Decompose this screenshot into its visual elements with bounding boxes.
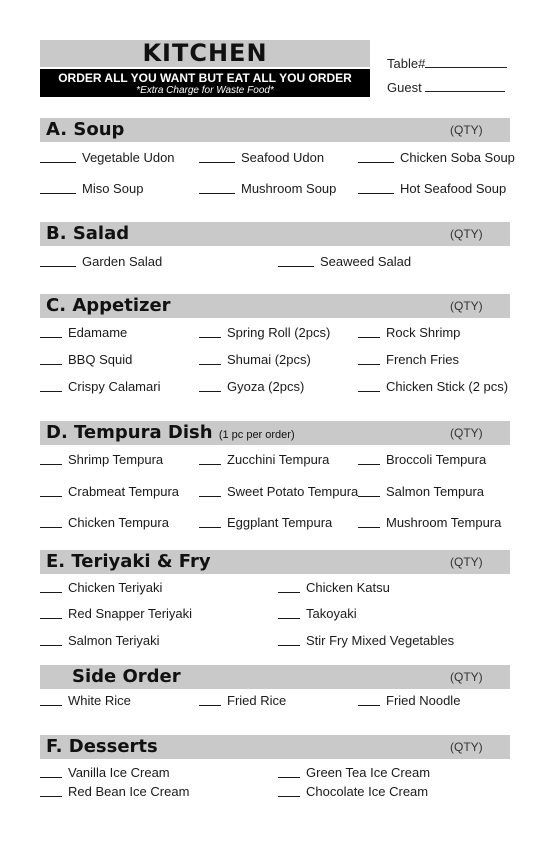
section-desserts-bar	[40, 735, 510, 759]
item-label: Mushroom Soup	[241, 181, 337, 196]
qty-blank[interactable]	[40, 633, 62, 646]
list-item[interactable]	[278, 606, 357, 622]
item-label: Miso Soup	[82, 181, 144, 196]
item-label: Chicken Tempura	[68, 515, 169, 530]
list-item[interactable]	[199, 325, 330, 341]
qty-blank[interactable]	[40, 181, 76, 194]
section-appetizer-title: C. Appetizer	[46, 295, 171, 316]
list-item[interactable]	[40, 606, 192, 622]
list-item[interactable]	[40, 325, 127, 341]
item-label: Shrimp Tempura	[68, 452, 164, 467]
qty-blank[interactable]	[278, 606, 300, 619]
qty-blank[interactable]	[358, 150, 394, 163]
list-item[interactable]	[199, 693, 286, 709]
qty-blank[interactable]	[199, 484, 221, 497]
item-label: Edamame	[68, 325, 128, 340]
item-label: Sweet Potato Tempura	[227, 484, 359, 499]
item-label: Chocolate Ice Cream	[306, 784, 429, 799]
list-item[interactable]	[358, 484, 484, 500]
list-item[interactable]	[358, 181, 506, 197]
list-item[interactable]	[40, 181, 143, 197]
section-soup-title: A. Soup	[46, 119, 125, 140]
item-label: Chicken Teriyaki	[68, 580, 163, 595]
section-tempura-qty: (QTY)	[450, 426, 483, 440]
qty-blank[interactable]	[199, 181, 235, 194]
qty-blank[interactable]	[199, 515, 221, 528]
item-label: Green Tea Ice Cream	[306, 765, 431, 780]
section-salad-bar	[40, 222, 510, 246]
item-label: Salmon Teriyaki	[68, 633, 160, 648]
section-appetizer-qty: (QTY)	[450, 299, 483, 313]
item-label: Garden Salad	[82, 254, 163, 269]
section-side-title: Side Order	[72, 666, 181, 687]
section-tempura-name: D. Tempura Dish	[46, 422, 213, 443]
section-teriyaki-bar	[40, 550, 510, 574]
item-label: Chicken Soba Soup	[400, 150, 515, 165]
item-label: Stir Fry Mixed Vegetables	[306, 633, 455, 648]
item-label: Spring Roll (2pcs)	[227, 325, 331, 340]
list-item[interactable]	[40, 352, 132, 368]
section-side-bar	[40, 665, 510, 689]
item-label: Zucchini Tempura	[227, 452, 330, 467]
section-teriyaki-title: E. Teriyaki & Fry	[46, 551, 211, 572]
qty-blank[interactable]	[40, 580, 62, 593]
order-rule	[40, 69, 370, 85]
list-item[interactable]	[358, 693, 460, 709]
item-label: Eggplant Tempura	[227, 515, 333, 530]
list-item[interactable]	[358, 379, 508, 395]
qty-blank[interactable]	[40, 693, 62, 706]
list-item[interactable]	[199, 515, 332, 531]
item-label: French Fries	[386, 352, 459, 367]
item-label: Seaweed Salad	[320, 254, 412, 269]
list-item[interactable]	[199, 452, 329, 468]
list-item[interactable]	[40, 693, 131, 709]
list-item[interactable]	[199, 181, 336, 197]
list-item[interactable]	[358, 515, 501, 531]
table-field[interactable]	[387, 55, 507, 71]
kitchen-title: KITCHEN	[40, 40, 370, 67]
list-item[interactable]	[278, 254, 411, 270]
order-rule-pre: ORDER ALL YOU WANT BUT	[58, 71, 227, 85]
item-label: Mushroom Tempura	[386, 515, 502, 530]
list-item[interactable]	[40, 379, 160, 395]
section-appetizer-bar	[40, 294, 510, 318]
list-item[interactable]	[199, 484, 358, 500]
item-label: Rock Shrimp	[386, 325, 461, 340]
qty-blank[interactable]	[40, 606, 62, 619]
list-item[interactable]	[40, 484, 179, 500]
list-item[interactable]	[358, 452, 486, 468]
qty-blank[interactable]	[278, 254, 314, 267]
guest-line[interactable]	[425, 79, 505, 92]
list-item[interactable]	[40, 150, 175, 166]
list-item[interactable]	[40, 515, 169, 531]
item-label: Broccoli Tempura	[386, 452, 487, 467]
list-item[interactable]	[40, 765, 170, 781]
qty-blank[interactable]	[199, 379, 221, 392]
qty-blank[interactable]	[278, 765, 300, 778]
item-label: Chicken Stick (2 pcs)	[386, 379, 509, 394]
qty-blank[interactable]	[358, 181, 394, 194]
qty-blank[interactable]	[199, 325, 221, 338]
item-label: Gyoza (2pcs)	[227, 379, 305, 394]
item-label: Takoyaki	[306, 606, 357, 621]
section-tempura-note: (1 pc per order)	[218, 429, 295, 441]
qty-blank[interactable]	[199, 150, 235, 163]
qty-blank[interactable]	[40, 452, 62, 465]
qty-blank[interactable]	[40, 325, 62, 338]
item-label: Hot Seafood Soup	[400, 181, 507, 196]
item-label: Red Snapper Teriyaki	[68, 606, 193, 621]
item-label: Salmon Tempura	[386, 484, 485, 499]
order-rule-bold: EAT ALL	[226, 71, 276, 85]
list-item[interactable]	[199, 150, 324, 166]
qty-blank[interactable]	[199, 452, 221, 465]
item-label: Crispy Calamari	[68, 379, 161, 394]
qty-blank[interactable]	[358, 379, 380, 392]
list-item[interactable]	[358, 150, 515, 166]
table-label: Table#	[387, 56, 426, 71]
list-item[interactable]	[40, 452, 163, 468]
extra-charge-note: *Extra Charge for Waste Food*	[136, 85, 274, 96]
item-label: Fried Noodle	[386, 693, 461, 708]
section-desserts-title: F. Desserts	[46, 736, 158, 757]
list-item[interactable]	[40, 633, 160, 649]
qty-blank[interactable]	[40, 515, 62, 528]
item-label: Seafood Udon	[241, 150, 325, 165]
list-item[interactable]	[40, 784, 189, 800]
section-salad-title: B. Salad	[46, 223, 130, 244]
item-label: Crabmeat Tempura	[68, 484, 180, 499]
qty-blank[interactable]	[358, 515, 380, 528]
guest-label: Guest	[387, 80, 422, 95]
guest-field[interactable]	[387, 79, 505, 95]
item-label: White Rice	[68, 693, 131, 708]
list-item[interactable]	[278, 580, 390, 596]
qty-blank[interactable]	[40, 765, 62, 778]
qty-blank[interactable]	[40, 150, 76, 163]
section-desserts-qty: (QTY)	[450, 740, 483, 754]
qty-blank[interactable]	[358, 352, 380, 365]
list-item[interactable]	[199, 352, 311, 368]
section-soup-bar	[40, 118, 510, 142]
qty-blank[interactable]	[278, 580, 300, 593]
item-label: BBQ Squid	[68, 352, 133, 367]
qty-blank[interactable]	[40, 484, 62, 497]
qty-blank[interactable]	[278, 633, 300, 646]
qty-blank[interactable]	[358, 484, 380, 497]
table-line[interactable]	[425, 55, 507, 68]
list-item[interactable]	[278, 765, 430, 781]
section-side-qty: (QTY)	[450, 670, 483, 684]
qty-blank[interactable]	[40, 352, 62, 365]
list-item[interactable]	[199, 379, 304, 395]
qty-blank[interactable]	[278, 784, 300, 797]
section-tempura-title	[46, 421, 295, 447]
qty-blank[interactable]	[358, 452, 380, 465]
qty-blank[interactable]	[199, 693, 221, 706]
item-label: Fried Rice	[227, 693, 287, 708]
qty-blank[interactable]	[358, 693, 380, 706]
item-label: Vanilla Ice Cream	[68, 765, 170, 780]
qty-blank[interactable]	[358, 325, 380, 338]
list-item[interactable]	[40, 580, 162, 596]
qty-blank[interactable]	[40, 254, 76, 267]
section-tempura-bar	[40, 421, 510, 445]
list-item[interactable]	[278, 633, 454, 649]
order-banner	[40, 69, 370, 97]
qty-blank[interactable]	[40, 784, 62, 797]
section-salad-qty: (QTY)	[450, 227, 483, 241]
item-label: Chicken Katsu	[306, 580, 390, 595]
item-label: Vegetable Udon	[82, 150, 175, 165]
list-item[interactable]	[278, 784, 428, 800]
qty-blank[interactable]	[199, 352, 221, 365]
item-label: Red Bean Ice Cream	[68, 784, 190, 799]
list-item[interactable]	[358, 325, 460, 341]
item-label: Shumai (2pcs)	[227, 352, 311, 367]
order-rule-post: YOU ORDER	[275, 71, 352, 85]
qty-blank[interactable]	[40, 379, 62, 392]
section-teriyaki-qty: (QTY)	[450, 555, 483, 569]
list-item[interactable]	[358, 352, 459, 368]
section-soup-qty: (QTY)	[450, 123, 483, 137]
list-item[interactable]	[40, 254, 162, 270]
